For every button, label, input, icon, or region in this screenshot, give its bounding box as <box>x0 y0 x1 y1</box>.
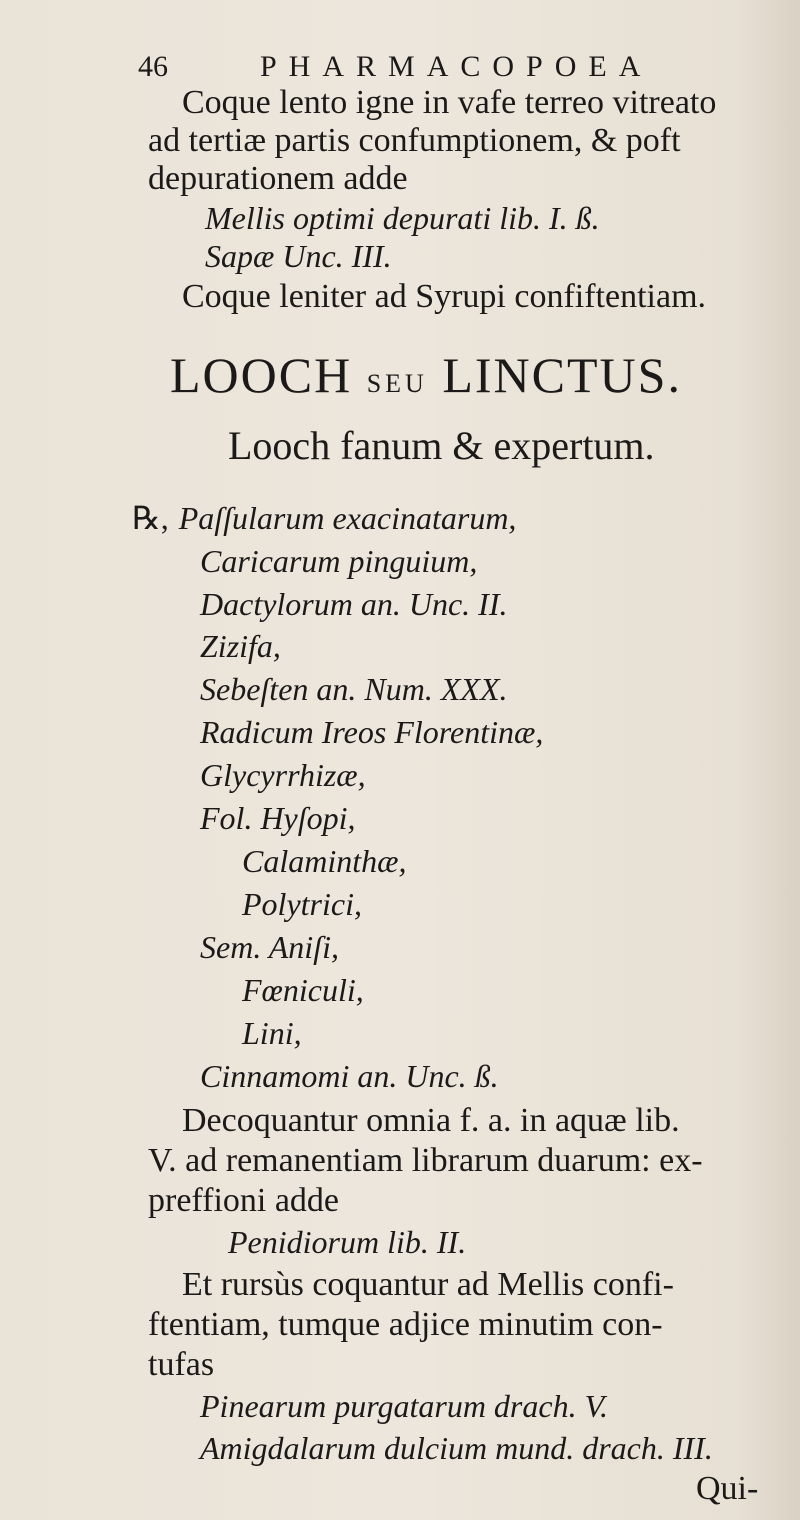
text-line: ftentiam, tumque adjice minutim con- <box>148 1306 663 1343</box>
section-title <box>170 347 682 403</box>
section-title-conjunction: SEU <box>366 369 428 398</box>
recipe-line-1 <box>132 502 516 534</box>
ingredient-line: Lini, <box>242 1015 302 1051</box>
ingredient-line: Glycyrrhizæ, <box>200 757 366 793</box>
ingredient-line: Fœniculi, <box>242 972 364 1008</box>
running-head: PHARMACOPOEA <box>260 50 653 83</box>
ingredient-line: Amigdalarum dulcium mund. drach. III. <box>200 1430 713 1466</box>
ingredient-line: Penidiorum lib. II. <box>228 1224 467 1260</box>
ingredient-line: Zizifa, <box>200 628 281 664</box>
section-title-right: LINCTUS. <box>442 347 682 403</box>
ingredient: Paſſularum exacinatarum, <box>178 500 517 536</box>
ingredient-line: Polytrici, <box>242 886 362 922</box>
ingredient-line: Fol. Hyſopi, <box>200 800 356 836</box>
ingredient-line: Sapæ Unc. III. <box>205 238 392 274</box>
ingredient-line: Sem. Aniſi, <box>200 929 339 965</box>
page-number: 46 <box>138 50 168 83</box>
text-line: Decoquantur omnia f. a. in aquæ lib. <box>182 1102 680 1139</box>
ingredient-line: Sebeſten an. Num. XXX. <box>200 671 508 707</box>
recipe-symbol: ℞, <box>132 500 169 536</box>
ingredient-line: Cinnamomi an. Unc. ß. <box>200 1058 499 1094</box>
text-line: preffioni adde <box>148 1182 340 1219</box>
ingredient-line: Calaminthæ, <box>242 843 407 879</box>
recipe-title: Looch fanum & expertum. <box>228 423 655 468</box>
text-line: ad tertiæ partis confumptionem, & poft <box>148 122 681 159</box>
ingredient-line: Dactylorum an. Unc. II. <box>200 586 508 622</box>
ingredient-line: Radicum Ireos Florentinæ, <box>200 714 544 750</box>
text-line: Coque leniter ad Syrupi confiftentiam. <box>182 278 707 315</box>
ingredient-line: Mellis optimi depurati lib. I. ß. <box>205 200 600 236</box>
text-line: Coque lento igne in vafe terreo vitreato <box>182 84 717 121</box>
text-line: depurationem adde <box>148 160 408 197</box>
text-line: Et rursùs coquantur ad Mellis confi- <box>182 1266 674 1303</box>
ingredient-line: Caricarum pinguium, <box>200 543 478 579</box>
text-line: tufas <box>148 1346 215 1383</box>
ingredient-line: Pinearum purgatarum drach. V. <box>200 1388 608 1424</box>
catchword: Qui- <box>696 1470 759 1507</box>
text-line: V. ad remanentiam librarum duarum: ex- <box>148 1142 703 1179</box>
section-title-left: LOOCH <box>170 347 353 403</box>
